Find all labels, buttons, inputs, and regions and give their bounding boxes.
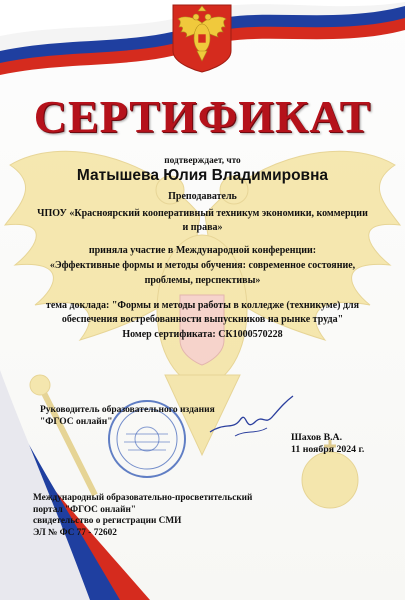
handwritten-signature xyxy=(205,392,300,444)
conference-line-1: «Эффективные формы и методы обучения: современное состояние, xyxy=(49,260,356,271)
certificate-number: Номер сертификата: СК1000570228 xyxy=(122,329,283,340)
footer-line-2: портал "ФГОС онлайн" xyxy=(33,504,136,515)
head-line-1: Руководитель образовательного издания xyxy=(40,405,215,415)
organization-line-2: и права» xyxy=(182,222,223,233)
head-line-2: "ФГОС онлайн" xyxy=(40,417,113,427)
organization-line-1: ЧПОУ «Красноярский кооперативный техникум экономики, коммерции xyxy=(37,208,368,219)
issue-date: 11 ноября 2024 г. xyxy=(291,444,365,455)
conference-line-2: проблемы, перспективы» xyxy=(144,275,261,286)
certificate-title: СЕРТИФИКАТ xyxy=(33,91,372,142)
topic-line-2: обеспечения востребованности выпускников на рынке труда" xyxy=(61,314,344,325)
signer-block xyxy=(291,432,364,456)
topic-line-1: тема доклада: "Формы и методы работы в колледже (техникуме) для xyxy=(45,300,360,311)
recipient-name: Матышева Юлия Владимировна xyxy=(76,167,329,184)
head-title-block xyxy=(40,404,215,428)
confirms-text: подтверждает, что xyxy=(164,156,241,166)
participation-text: приняла участие в Международной конференции: xyxy=(88,245,317,256)
footer-block xyxy=(33,493,252,539)
recipient-position: Преподаватель xyxy=(168,191,237,202)
footer-line-1: Международный образовательно-просветительский xyxy=(33,493,253,503)
footer-line-3: свидетельство о регистрации СМИ xyxy=(33,516,182,526)
signer-name: Шахов В.А. xyxy=(291,432,343,443)
footer-line-4: ЭЛ № ФС 77 - 72602 xyxy=(33,527,117,538)
russian-coat-of-arms-icon xyxy=(171,3,233,73)
